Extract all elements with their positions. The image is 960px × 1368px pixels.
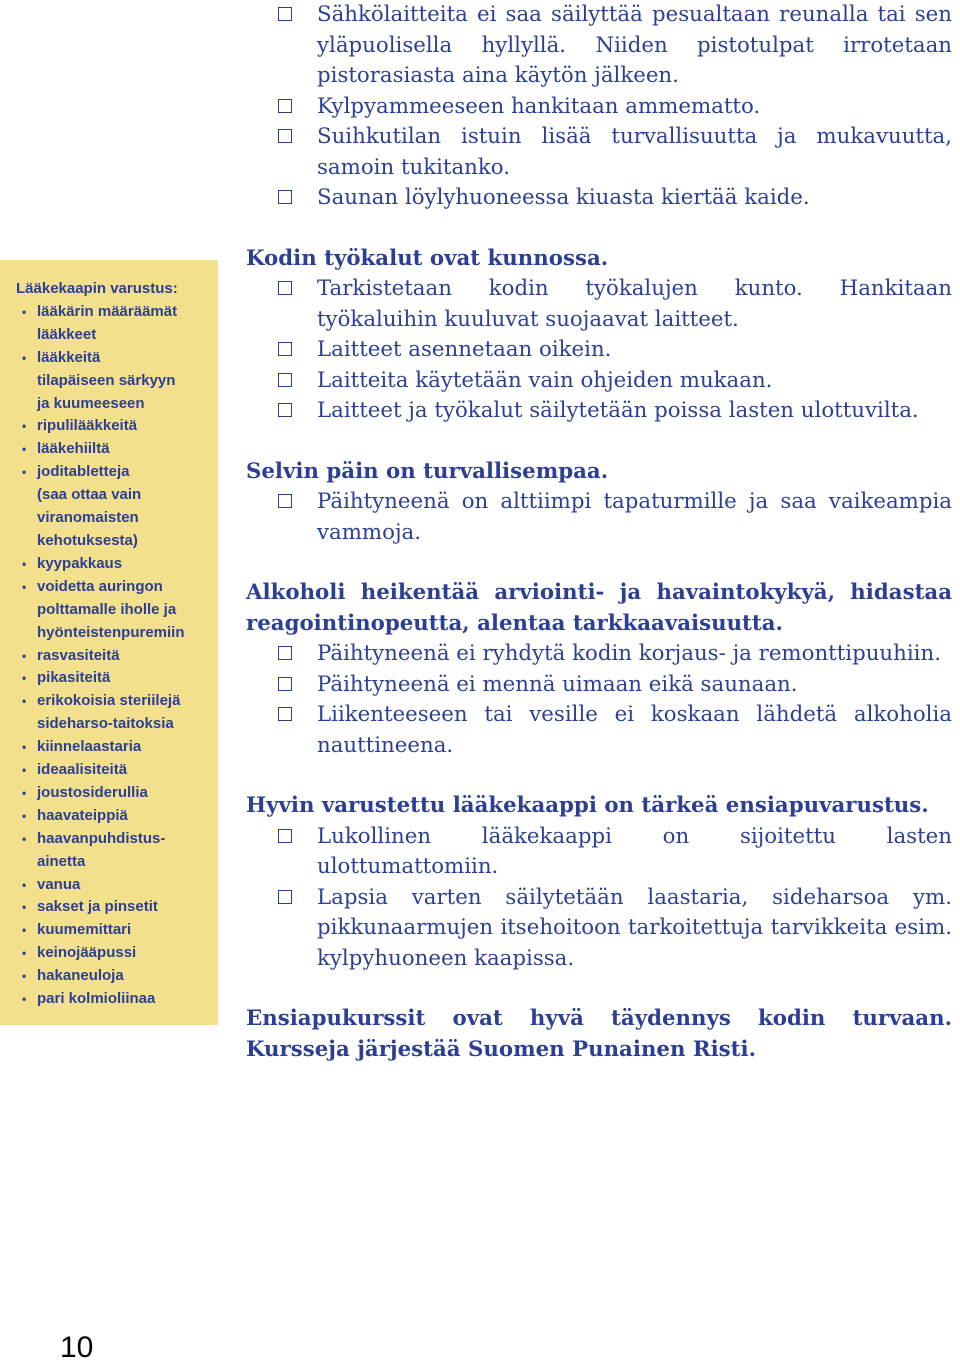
sidebar-item: • haavanpuhdistus- ainetta [16, 828, 218, 874]
section-medicine-cabinet [246, 791, 952, 974]
checkbox-icon [278, 677, 292, 691]
sidebar-item: • voidetta auringon polttamalle iholle ja hyönteistenpuremiin [16, 576, 218, 645]
sidebar-item: • sakset ja pinsetit [16, 896, 218, 919]
checkbox-icon [278, 7, 292, 21]
sidebar-item: • pari kolmioliinaa [16, 988, 218, 1011]
checkbox-icon [278, 890, 292, 904]
sidebar-item: • rasvasiteitä [16, 645, 218, 668]
checkbox-icon [278, 646, 292, 660]
section-first-aid-courses [246, 1004, 952, 1065]
checkbox-icon [278, 129, 292, 143]
sidebar-item: • joditabletteja (saa ottaa vain viranomaisten kehotuksesta) [16, 461, 218, 553]
page-number: 10 [60, 1331, 94, 1364]
bathroom-checklist [246, 0, 952, 214]
checklist-item [246, 396, 952, 427]
checklist-item-text: Laitteet asennetaan oikein. [317, 337, 612, 362]
checkbox-icon [278, 403, 292, 417]
checkbox-icon [278, 99, 292, 113]
checklist-item [246, 183, 952, 214]
checklist-item-text: Lapsia varten säilytetään laastaria, sideharsoa ym. pikkunaarmujen itsehoitoon tarkoitettuja tarvikkeita esim. kylpyhuoneen kaapissa. [317, 884, 952, 971]
checklist-item-text: Tarkistetaan kodin työkalujen kunto. Hankitaan työkaluihin kuuluvat suojaavat laitteet. [317, 276, 952, 332]
section-alcohol [246, 578, 952, 761]
checklist-item-text: Suihkutilan istuin lisää turvallisuutta ja mukavuutta, samoin tukitanko. [317, 124, 952, 180]
sidebar-item: • hakaneuloja [16, 965, 218, 988]
checklist-item [246, 700, 952, 761]
checkbox-icon [278, 281, 292, 295]
main-column [246, 0, 952, 1065]
sidebar-item: • vanua [16, 874, 218, 897]
checklist-item-text: Päihtyneenä on alttiimpi tapaturmille ja saa vaikeampia vammoja. [317, 489, 952, 545]
checklist-item-text: Saunan löylyhuoneessa kiuasta kiertää kaide. [317, 185, 810, 210]
checklist-item [246, 335, 952, 366]
checklist-item-text: Päihtyneenä ei mennä uimaan eikä saunaan. [317, 671, 798, 697]
sidebar-item: • ripulilääkkeitä [16, 415, 218, 438]
checkbox-icon [278, 373, 292, 387]
checklist-item [246, 487, 952, 548]
sidebar-item: • kyypakkaus [16, 553, 218, 576]
checklist-item-text: Päihtyneenä ei ryhdytä kodin korjaus- ja remonttipuuhiin. [317, 641, 941, 666]
section-heading: Selvin päin on turvallisempaa. [246, 458, 609, 484]
checklist-item [246, 0, 952, 92]
sidebar-item: • ideaalisiteitä [16, 759, 218, 782]
section-tools [246, 244, 952, 427]
section-heading: Alkoholi heikentää arviointi- ja havaintokykyä, hidastaa reagointinopeutta, alentaa tarkkaavaisuutta. [246, 580, 952, 636]
sidebar-item: • haavateippiä [16, 805, 218, 828]
sidebar-item: • kiinnelaastaria [16, 736, 218, 759]
sidebar-item: • lääkkeitä tilapäiseen särkyyn ja kuumeeseen [16, 347, 218, 416]
sidebar-title: Lääkekaapin varustus: [16, 280, 178, 297]
checklist-item [246, 639, 952, 670]
medicine-cabinet-sidebar [0, 260, 218, 1025]
sidebar-item: • pikasiteitä [16, 667, 218, 690]
sidebar-item: • lääkärin määräämät lääkkeet [16, 301, 218, 347]
section-heading: Hyvin varustettu lääkekaappi on tärkeä ensiapuvarustus. [246, 793, 929, 818]
checklist-item-text: Kylpyammeeseen hankitaan ammematto. [317, 93, 761, 119]
checklist-item [246, 670, 952, 701]
checklist-item-text: Liikenteeseen tai vesille ei koskaan lähdetä alkoholia nauttineena. [317, 702, 952, 758]
checklist-item-text: Laitteet ja työkalut säilytetään poissa lasten ulottuvilta. [317, 398, 919, 423]
checklist-item [246, 822, 952, 883]
checklist-item-text: Laitteita käytetään vain ohjeiden mukaan. [317, 367, 773, 393]
checklist-item [246, 122, 952, 183]
sidebar-item: • lääkehiiltä [16, 438, 218, 461]
sidebar-item: • keinojääpussi [16, 942, 218, 965]
checkbox-icon [278, 707, 292, 721]
sidebar-item: • kuumemittari [16, 919, 218, 942]
checklist-item [246, 366, 952, 397]
section-sober [246, 457, 952, 549]
sidebar-item: • erikokoisia steriilejä sideharso-taitoksia [16, 690, 218, 736]
checklist-item-text: Sähkölaitteita ei saa säilyttää pesualtaan reunalla tai sen yläpuolisella hyllyllä. Niiden pistotulpat irrotetaan pistorasiasta aina käytön jälkeen. [317, 2, 952, 88]
section-heading: Ensiapukurssit ovat hyvä täydennys kodin turvaan. Kursseja järjestää Suomen Punainen Risti. [246, 1006, 952, 1062]
checkbox-icon [278, 190, 292, 204]
section-heading: Kodin työkalut ovat kunnossa. [246, 245, 609, 271]
checklist-item [246, 883, 952, 975]
checkbox-icon [278, 494, 292, 508]
sidebar-item: • joustosiderullia [16, 782, 218, 805]
checkbox-icon [278, 829, 292, 843]
checkbox-icon [278, 342, 292, 356]
checklist-item [246, 274, 952, 335]
sidebar-list [16, 301, 218, 1011]
checklist-item-text: Lukollinen lääkekaappi on sijoitettu lasten ulottumattomiin. [317, 823, 952, 879]
checklist-item [246, 92, 952, 123]
